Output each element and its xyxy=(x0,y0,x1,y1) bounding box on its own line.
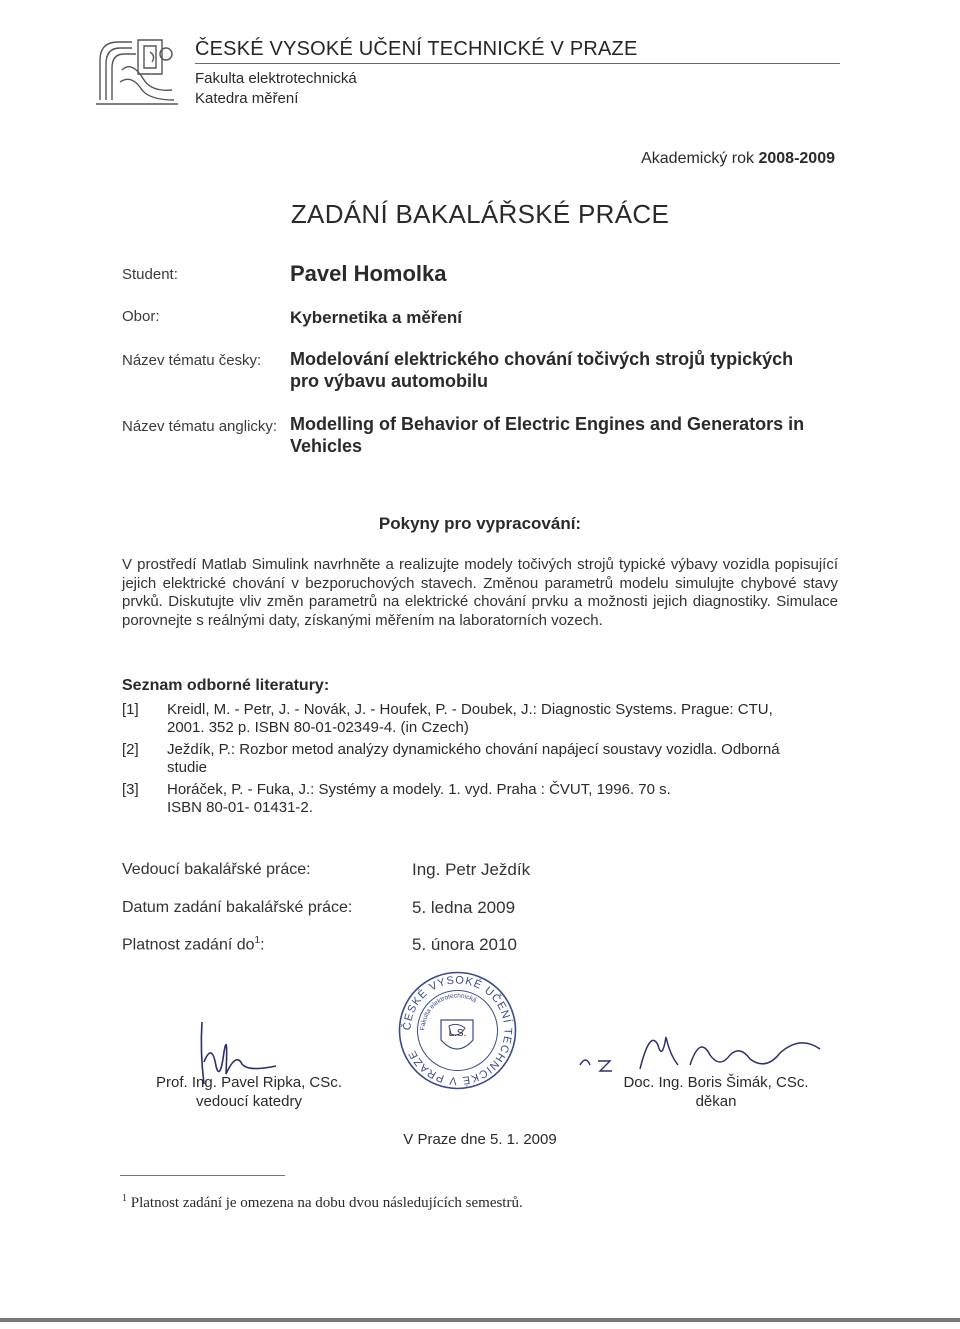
document-title: ZADÁNÍ BAKALÁŘSKÉ PRÁCE xyxy=(290,199,670,229)
stamp-center-text: L.S. xyxy=(448,1028,467,1039)
official-stamp-icon xyxy=(395,968,520,1093)
ref-item xyxy=(167,781,847,817)
ref-line: Kreidl, M. - Petr, J. - Novák, J. - Houfek, P. - Doubek, J.: Diagnostic Systems. Prague: CTU, xyxy=(167,701,773,718)
faculty-name: Fakulta elektrotechnická xyxy=(195,70,357,87)
obor-value: Kybernetika a měření xyxy=(290,308,462,327)
literature-heading: Seznam odborné literatury: xyxy=(122,677,330,694)
supervisor-label: Vedoucí bakalářské práce: xyxy=(122,861,311,878)
ref-line: ISBN 80-01- 01431-2. xyxy=(167,799,313,816)
ref-line: Ježdík, P.: Rozbor metod analýzy dynamického chování napájecí soustavy vozidla. Odborná xyxy=(167,741,780,758)
footnote-text: Platnost zadání je omezena na dobu dvou následujících semestrů. xyxy=(130,1195,523,1211)
university-name: ČESKÉ VYSOKÉ UČENÍ TECHNICKÉ V PRAZE xyxy=(195,38,638,60)
stamp-inner-text: Fakulta elektrotechnická xyxy=(419,992,478,1031)
academic-year-value: 2008-2009 xyxy=(758,150,835,167)
ref-number: [2] xyxy=(122,741,139,758)
academic-year-label: Akademický rok xyxy=(641,150,755,167)
ref-item xyxy=(167,741,847,777)
cz-topic-line1: Modelování elektrického chování točivých strojů typických xyxy=(290,349,794,369)
supervisor-value: Ing. Petr Ježdík xyxy=(412,860,531,879)
svg-text:Fakulta elektrotechnická xyxy=(419,992,477,1030)
scan-edge xyxy=(0,1318,960,1322)
signatory-left-role: vedoucí katedry xyxy=(196,1093,302,1110)
validity-footnote-mark: 1 xyxy=(254,935,261,946)
student-label: Student: xyxy=(122,266,178,283)
header-rule xyxy=(195,63,840,64)
en-topic-line1: Modelling of Behavior of Electric Engines and Generators in xyxy=(290,414,805,434)
obor-label: Obor: xyxy=(122,308,160,325)
student-value: Pavel Homolka xyxy=(290,261,447,286)
ref-line: Horáček, P. - Fuka, J.: Systémy a modely. 1. vyd. Praha : ČVUT, 1996. 70 s. xyxy=(167,781,671,798)
signatory-right-role: děkan xyxy=(695,1093,737,1110)
instructions-text: V prostředí Matlab Simulink navrhněte a realizujte modely točivých strojů typické výbavy vozidla popisující jejich elektrické chování v bezporuchových stavech. Změnou parametrů modelu simulujte chybové stavy prvků. Diskutujte vliv změn parametrů na elektrické chování prvku a možnosti jejich diagnostiky. Simulace porovnejte s reálnými daty, získanými měřením na laboratorních vozech. xyxy=(122,556,838,629)
place-date: V Praze dne 5. 1. 2009 xyxy=(403,1131,557,1148)
en-topic-line2: Vehicles xyxy=(290,436,363,456)
footnote-mark: 1 xyxy=(122,1193,127,1204)
footnote xyxy=(122,1193,523,1212)
ref-item xyxy=(167,701,847,737)
cz-topic-label: Název tématu česky: xyxy=(122,352,262,369)
validity-colon: : xyxy=(260,936,265,954)
signatory-right-name: Doc. Ing. Boris Šimák, CSc. xyxy=(623,1074,809,1091)
validity-label-text: Platnost zadání do xyxy=(122,936,255,954)
department-name: Katedra měření xyxy=(195,90,299,107)
ref-line: studie xyxy=(167,759,208,776)
assign-date-value: 5. ledna 2009 xyxy=(412,898,516,917)
university-logo-icon xyxy=(92,30,182,110)
signatory-right xyxy=(596,1073,836,1111)
instructions-heading: Pokyny pro vypracování: xyxy=(378,514,582,533)
assign-date-label: Datum zadání bakalářské práce: xyxy=(122,899,353,916)
academic-year xyxy=(641,150,835,168)
cz-topic-line2: pro výbavu automobilu xyxy=(290,371,489,391)
ref-number: [1] xyxy=(122,701,139,718)
signatory-left-name: Prof. Ing. Pavel Ripka, CSc. xyxy=(156,1074,342,1091)
validity-value: 5. února 2010 xyxy=(412,935,517,954)
stamp-ring-text: ČESKÉ VYSOKÉ UČENÍ TECHNICKÉ V PRAZE xyxy=(401,974,514,1087)
footnote-rule xyxy=(120,1175,285,1176)
signatory-left xyxy=(134,1073,364,1111)
en-topic-label: Název tématu anglicky: xyxy=(122,418,278,435)
ref-line: 2001. 352 p. ISBN 80-01-02349-4. (in Czech) xyxy=(167,719,469,736)
validity-label xyxy=(122,935,265,954)
ref-number: [3] xyxy=(122,781,139,798)
